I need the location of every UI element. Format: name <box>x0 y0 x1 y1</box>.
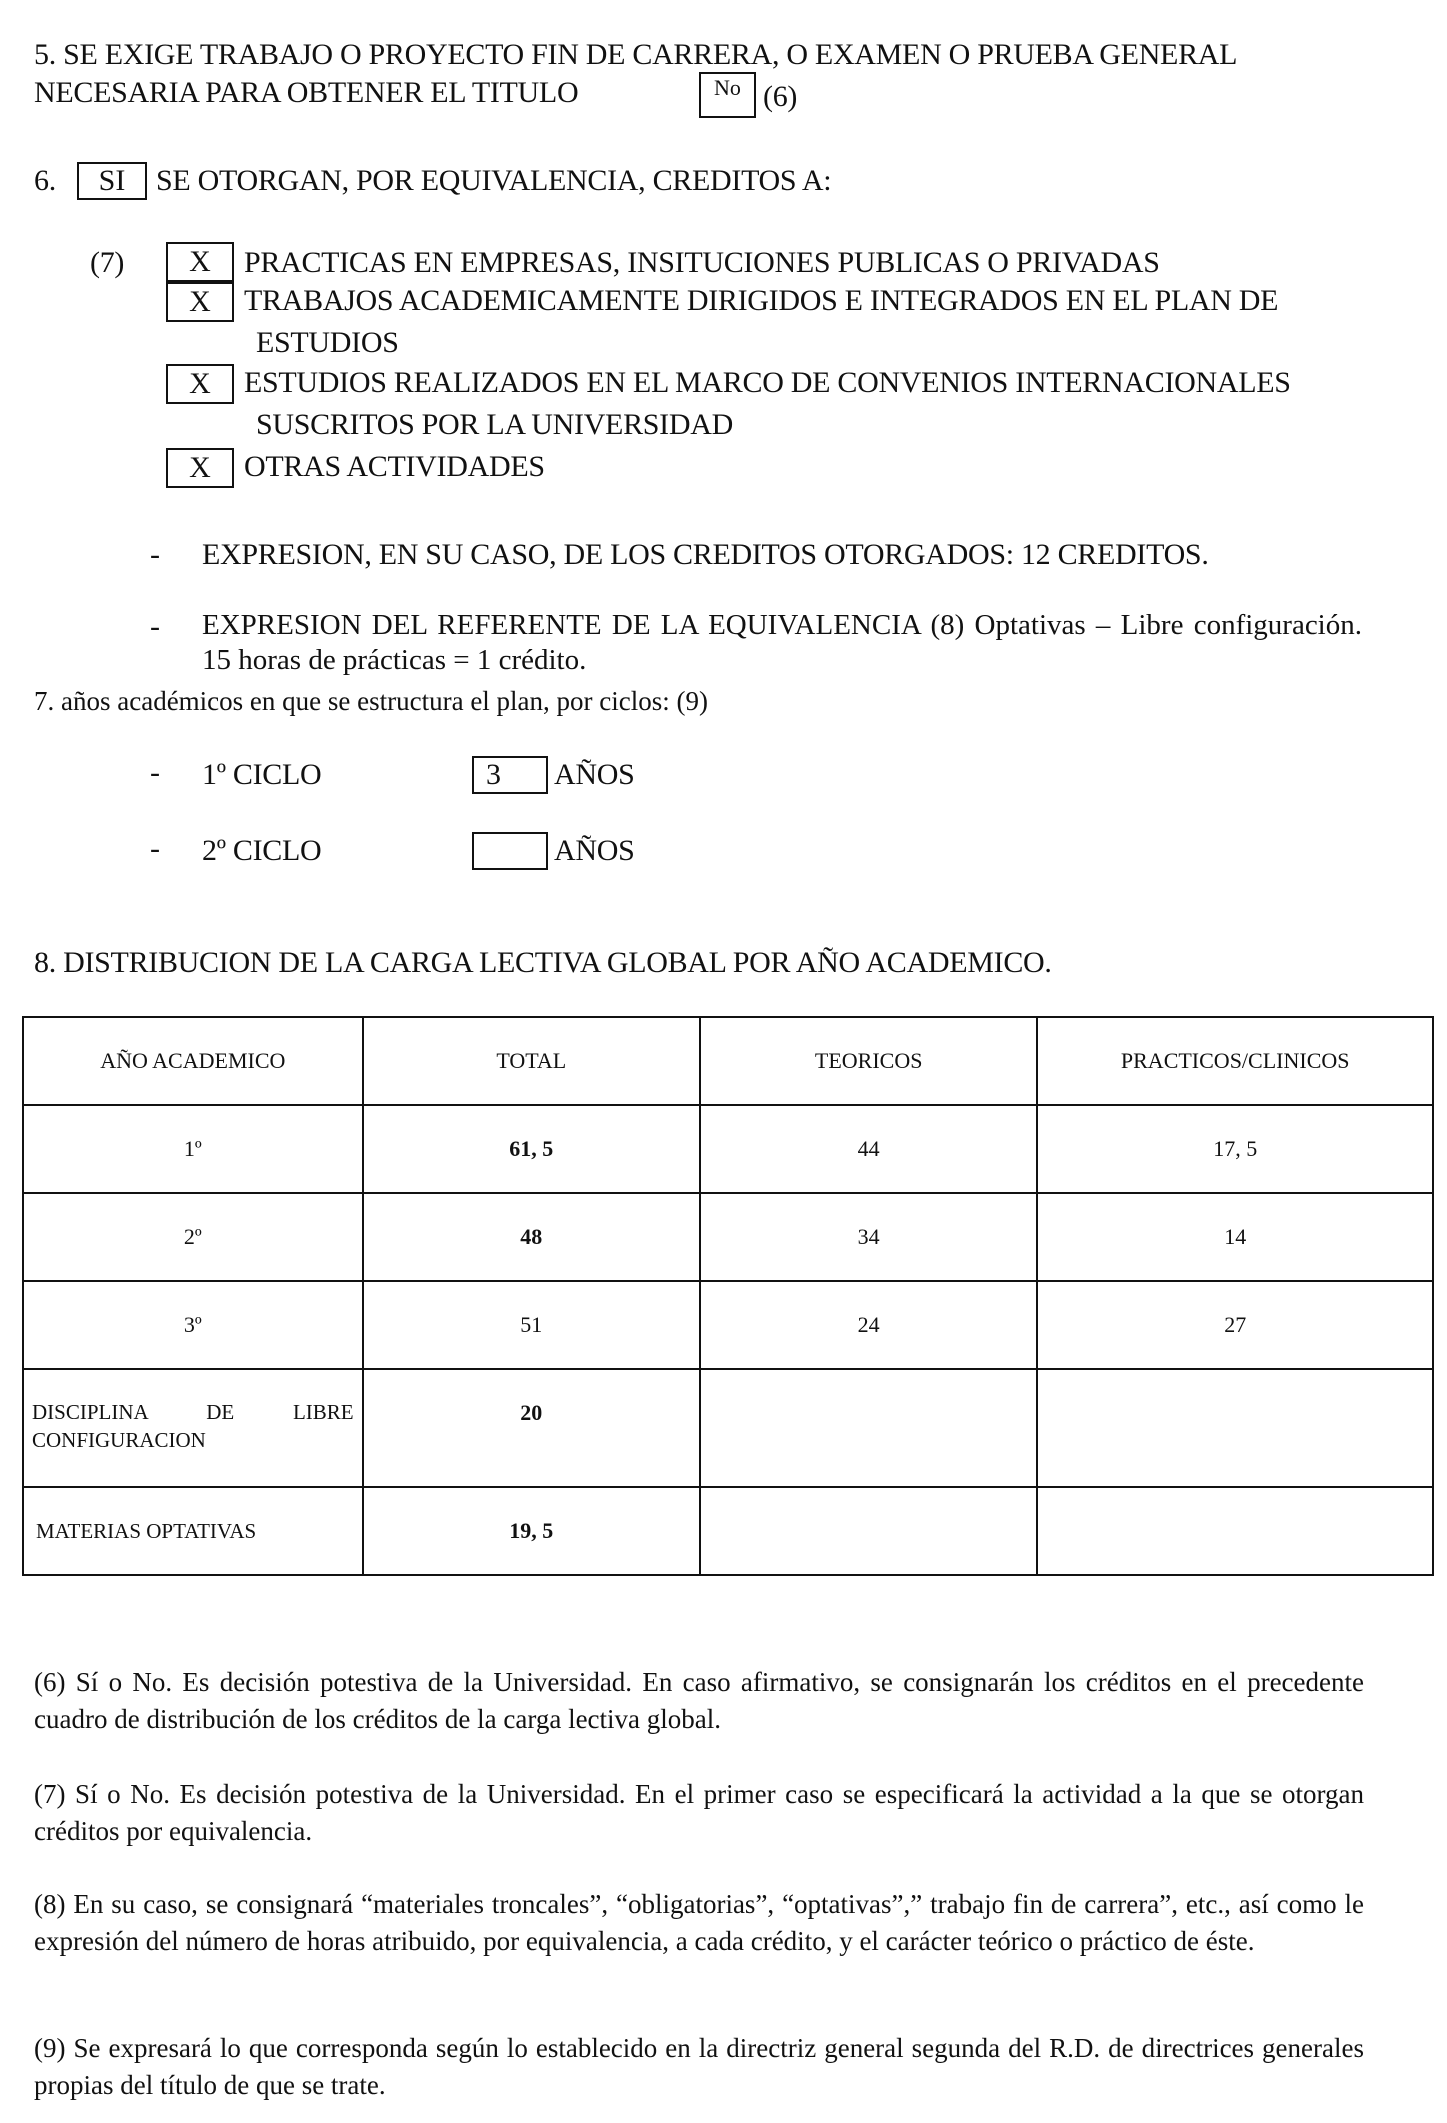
cycle1-unit: AÑOS <box>554 758 635 791</box>
section5-note: (6) <box>763 80 798 113</box>
table-cell <box>700 1487 1037 1575</box>
table-cell: 51 <box>363 1281 700 1369</box>
section5-line2: NECESARIA PARA OBTENER EL TITULO <box>34 76 579 109</box>
option-practicas-label: PRACTICAS EN EMPRESAS, INSITUCIONES PUBLICAS O PRIVADAS <box>244 246 1160 279</box>
bullet-dash: - <box>150 756 160 789</box>
bullet-dash: - <box>150 610 160 643</box>
option-otras-label: OTRAS ACTIVIDADES <box>244 450 545 483</box>
section5-answer-box[interactable]: No <box>699 72 756 118</box>
table-cell: MATERIAS OPTATIVAS <box>23 1487 363 1575</box>
header-cell: TEORICOS <box>700 1017 1037 1105</box>
section6-number: 6. <box>34 164 56 197</box>
section5-line1: 5. SE EXIGE TRABAJO O PROYECTO FIN DE CARRERA, O EXAMEN O PRUEBA GENERAL <box>34 38 1238 71</box>
cycle2-years-box[interactable] <box>472 832 548 870</box>
cycle1-label: 1º CICLO <box>202 758 322 791</box>
table-row <box>23 1487 1433 1575</box>
bullet-dash: - <box>150 832 160 865</box>
section8-title: 8. DISTRIBUCION DE LA CARGA LECTIVA GLOBAL POR AÑO ACADEMICO. <box>34 946 1052 979</box>
table-cell: 3º <box>23 1281 363 1369</box>
cycle1-years-box[interactable]: 3 <box>472 756 548 794</box>
section6-answer-box[interactable]: SI <box>77 162 147 200</box>
section6-bullet-referente: EXPRESION DEL REFERENTE DE LA EQUIVALENCIA (8) Optativas – Libre configuración. 15 horas de prácticas = 1 crédito. <box>202 609 1362 676</box>
table-cell: 34 <box>700 1193 1037 1281</box>
option-trabajos-checkbox[interactable]: X <box>166 282 234 322</box>
table-row <box>23 1281 1433 1369</box>
table-header-row <box>23 1017 1433 1105</box>
section6-bullet-creditos: EXPRESION, EN SU CASO, DE LOS CREDITOS OTORGADOS: 12 CREDITOS. <box>202 538 1209 571</box>
option-convenios-checkbox[interactable]: X <box>166 364 234 404</box>
table-cell: DISCIPLINA DE LIBRE CONFIGURACION <box>23 1369 363 1487</box>
header-cell: TOTAL <box>363 1017 700 1105</box>
table-cell <box>700 1369 1037 1487</box>
option-otras-checkbox[interactable]: X <box>166 448 234 488</box>
footnote-8: (8) En su caso, se consignará “materiales troncales”, “obligatorias”, “optativas”,” trabajo fin de carrera”, etc., así como le expresión del número de horas atribuido, por equivalencia, a cada crédito, y el carácter teórico o práctico de éste. <box>34 1889 1364 1956</box>
option-practicas-checkbox[interactable]: X <box>166 242 234 282</box>
table-row <box>23 1193 1433 1281</box>
table-cell: 44 <box>700 1105 1037 1193</box>
cycle2-unit: AÑOS <box>554 834 635 867</box>
table-row <box>23 1105 1433 1193</box>
table-cell: 48 <box>363 1193 700 1281</box>
section6-note: (7) <box>90 246 125 279</box>
footnote-6: (6) Sí o No. Es decisión potestiva de la Universidad. En caso afirmativo, se consignarán los créditos en el precedente cuadro de distribución de los créditos de la carga lectiva global. <box>34 1667 1364 1734</box>
section6-text: SE OTORGAN, POR EQUIVALENCIA, CREDITOS A: <box>156 164 832 197</box>
table-cell: 61, 5 <box>363 1105 700 1193</box>
header-cell: AÑO ACADEMICO <box>23 1017 363 1105</box>
table-cell: 17, 5 <box>1037 1105 1433 1193</box>
footnote-7: (7) Sí o No. Es decisión potestiva de la Universidad. En el primer caso se especificará la actividad a la que se otorgan créditos por equivalencia. <box>34 1779 1364 1846</box>
cycle2-label: 2º CICLO <box>202 834 322 867</box>
header-cell: PRACTICOS/CLINICOS <box>1037 1017 1433 1105</box>
bullet-dash: - <box>150 538 160 571</box>
option-convenios-label: ESTUDIOS REALIZADOS EN EL MARCO DE CONVENIOS INTERNACIONALES <box>244 366 1291 399</box>
option-trabajos-label-cont: ESTUDIOS <box>256 326 399 359</box>
table-cell: 19, 5 <box>363 1487 700 1575</box>
table-cell: 27 <box>1037 1281 1433 1369</box>
footnote-9: (9) Se expresará lo que corresponda según lo establecido en la directriz general segunda del R.D. de directrices generales propias del título de que se trate. <box>34 2033 1364 2100</box>
table-cell: 2º <box>23 1193 363 1281</box>
table-cell <box>1037 1369 1433 1487</box>
table-cell: 14 <box>1037 1193 1433 1281</box>
table-cell: 20 <box>363 1369 700 1487</box>
table-cell <box>1037 1487 1433 1575</box>
table-cell: 1º <box>23 1105 363 1193</box>
option-trabajos-label: TRABAJOS ACADEMICAMENTE DIRIGIDOS E INTEGRADOS EN EL PLAN DE <box>244 284 1279 317</box>
table-row <box>23 1369 1433 1487</box>
credit-distribution-table <box>22 1016 1434 1576</box>
table-cell: 24 <box>700 1281 1037 1369</box>
option-convenios-label-cont: SUSCRITOS POR LA UNIVERSIDAD <box>256 408 733 441</box>
section7-title: 7. años académicos en que se estructura el plan, por ciclos: (9) <box>34 686 708 716</box>
